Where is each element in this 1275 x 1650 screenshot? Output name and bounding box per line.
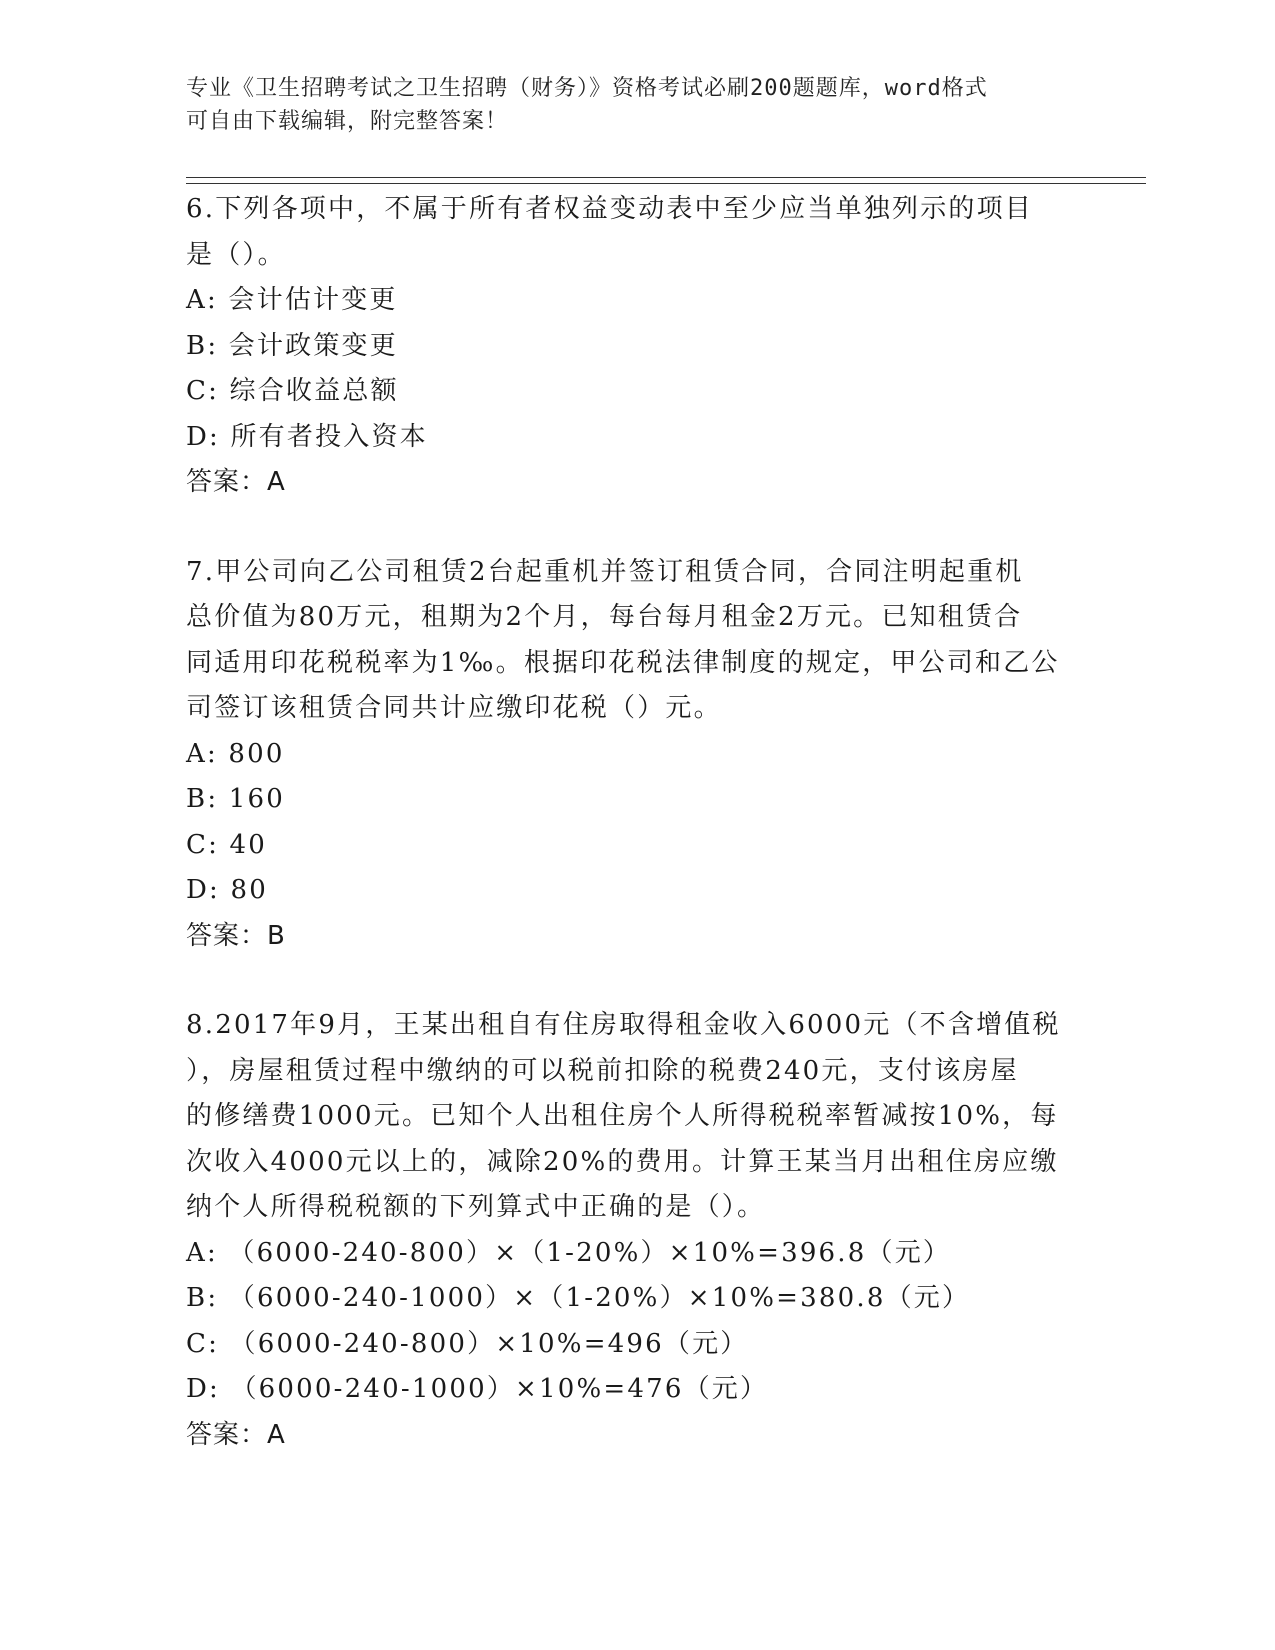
question-text bbox=[186, 550, 1086, 732]
option-separator: : bbox=[206, 285, 229, 315]
question-line: 6.下列各项中，不属于所有者权益变动表中至少应当单独列示的项目 bbox=[186, 194, 1034, 224]
header-line-2: 可自由下载编辑，附完整答案！ bbox=[186, 109, 509, 134]
option-separator: : bbox=[208, 376, 230, 406]
option-separator: : bbox=[206, 1237, 229, 1268]
option-separator: : bbox=[207, 330, 229, 361]
option-a bbox=[186, 278, 1086, 324]
question-line: 是（）。 bbox=[186, 239, 286, 270]
option-text: 所有者投入资本 bbox=[230, 421, 428, 452]
option-c bbox=[186, 1322, 1086, 1368]
option-text: 800 bbox=[228, 738, 285, 769]
option-letter: D bbox=[186, 1374, 210, 1404]
option-text: 综合收益总额 bbox=[229, 376, 399, 406]
header-line-1: 专业《卫生招聘考试之卫生招聘（财务）》资格考试必刷200题题库，word格式 bbox=[186, 76, 988, 101]
question-text bbox=[186, 187, 1086, 278]
option-c bbox=[186, 369, 1086, 415]
option-d bbox=[186, 1367, 1086, 1413]
option-letter: B bbox=[186, 1283, 208, 1313]
option-text: （6000-240-1000）×10%=476（元） bbox=[230, 1374, 769, 1404]
option-text: 会计政策变更 bbox=[228, 330, 398, 361]
answer-line: 答案：A bbox=[186, 467, 286, 497]
option-b bbox=[186, 1276, 1086, 1322]
option-text: 会计估计变更 bbox=[228, 285, 398, 315]
option-letter: D bbox=[186, 875, 210, 905]
option-separator: : bbox=[207, 1283, 229, 1313]
question-line: ），房屋租赁过程中缴纳的可以税前扣除的税费240元，支付该房屋 bbox=[186, 1055, 1019, 1086]
option-letter: B bbox=[186, 784, 208, 814]
question-text bbox=[186, 1003, 1086, 1231]
answer-line: 答案：A bbox=[186, 1419, 286, 1450]
option-separator: : bbox=[207, 784, 229, 814]
question-line: 次收入4000元以上的，减除20%的费用。计算王某当月出租住房应缴 bbox=[186, 1146, 1059, 1177]
option-letter: C bbox=[186, 1328, 209, 1359]
question-gap bbox=[186, 506, 1086, 550]
option-text: （6000-240-800）×（1-20%）×10%=396.8（元） bbox=[228, 1237, 952, 1268]
question-line: 7.甲公司向乙公司租赁2台起重机并签订租赁合同，合同注明起重机 bbox=[186, 556, 1024, 587]
question-8 bbox=[186, 1003, 1086, 1458]
option-d bbox=[186, 868, 1086, 914]
option-a bbox=[186, 1231, 1086, 1277]
question-6 bbox=[186, 187, 1086, 506]
option-separator: : bbox=[209, 875, 231, 905]
option-text: （6000-240-1000）×（1-20%）×10%=380.8（元） bbox=[228, 1283, 971, 1313]
question-gap bbox=[186, 959, 1086, 1003]
question-line: 同适用印花税税率为1‰。根据印花税法律制度的规定，甲公司和乙公 bbox=[186, 647, 1060, 678]
header-rule-top bbox=[186, 177, 1146, 178]
option-letter: A bbox=[186, 738, 207, 769]
option-b bbox=[186, 324, 1086, 370]
option-text: 40 bbox=[229, 829, 268, 860]
option-letter: A bbox=[186, 285, 207, 315]
question-7 bbox=[186, 550, 1086, 960]
answer-line: 答案：B bbox=[186, 920, 286, 951]
option-a bbox=[186, 732, 1086, 778]
option-letter: A bbox=[186, 1237, 207, 1268]
option-text: （6000-240-800）×10%=496（元） bbox=[229, 1328, 749, 1359]
option-c bbox=[186, 823, 1086, 869]
option-letter: D bbox=[186, 421, 210, 452]
question-line: 司签订该租赁合同共计应缴印花税（）元。 bbox=[186, 693, 722, 723]
option-separator: : bbox=[209, 1374, 231, 1404]
question-line: 的修缮费1000元。已知个人出租住房个人所得税税率暂减按10%，每 bbox=[186, 1101, 1059, 1131]
option-text: 80 bbox=[230, 875, 268, 905]
question-line: 8.2017年9月，王某出租自有住房取得租金收入6000元（不含增值税 bbox=[186, 1010, 1061, 1040]
option-d bbox=[186, 415, 1086, 461]
option-letter: B bbox=[186, 330, 208, 361]
document-header bbox=[186, 72, 1066, 138]
option-text: 160 bbox=[228, 784, 285, 814]
question-list bbox=[186, 187, 1086, 1458]
question-line: 纳个人所得税税额的下列算式中正确的是（）。 bbox=[186, 1192, 766, 1222]
option-letter: C bbox=[186, 376, 209, 406]
option-separator: : bbox=[206, 738, 229, 769]
header-rule-bottom bbox=[186, 183, 1146, 184]
option-separator: : bbox=[208, 1328, 230, 1359]
option-separator: : bbox=[208, 829, 230, 860]
option-separator: : bbox=[209, 421, 231, 452]
option-letter: C bbox=[186, 829, 209, 860]
question-line: 总价值为80万元，租期为2个月，每台每月租金2万元。已知租赁合 bbox=[186, 602, 1023, 632]
option-b bbox=[186, 777, 1086, 823]
